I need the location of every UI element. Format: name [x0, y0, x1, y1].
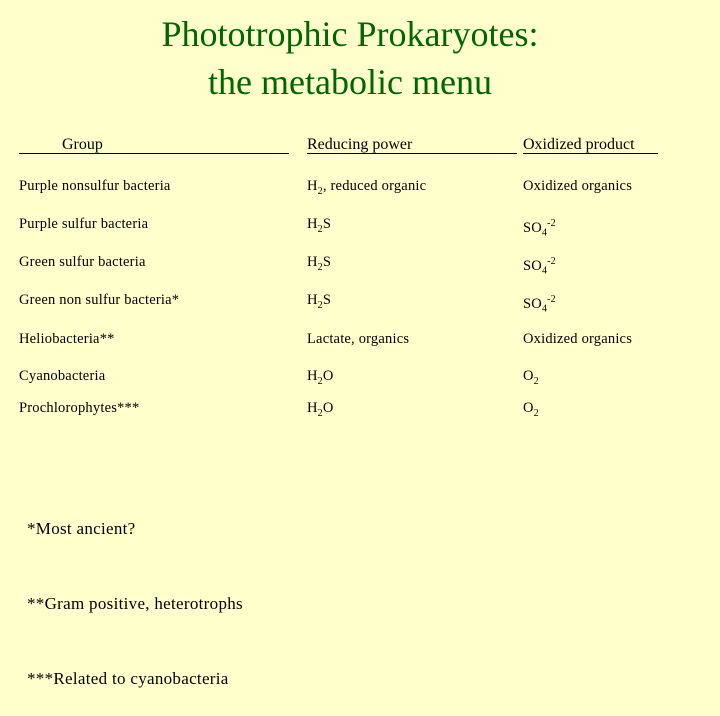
reducing-power-column-header: Reducing power [307, 136, 413, 153]
table-cell-group: Green sulfur bacteria [19, 254, 146, 270]
oxidized-product-column-header: Oxidized product [523, 136, 635, 153]
page-title [0, 10, 700, 106]
table-cell-reducing-power: $H_2S$ [307, 216, 332, 235]
table-cell-group: Purple nonsulfur bacteria [19, 178, 171, 194]
table-cell-oxidized-product: Oxidized organics [523, 178, 633, 194]
title-line-2: the metabolic menu [208, 62, 492, 102]
table-cell-reducing-power: $H_2O$ [307, 368, 334, 387]
group-column-header: Group [62, 136, 103, 153]
table-cell-group: Cyanobacteria [19, 368, 106, 384]
table-cell-oxidized-product: $O_2$ [523, 368, 539, 387]
footnote-3: ***Related to cyanobacteria [27, 669, 229, 688]
table-cell-oxidized-product: $O_2$ [523, 400, 539, 419]
table-cell-group: Prochlorophytes*** [19, 400, 140, 416]
table-cell-oxidized-product: $SO_4^{-2}$ [523, 218, 556, 239]
footnote-1: *Most ancient? [27, 519, 136, 538]
table-cell-group: Heliobacteria** [19, 331, 115, 347]
table-cell-group: Green non sulfur bacteria* [19, 292, 180, 308]
table-cell-reducing-power: $H_2S$ [307, 254, 332, 273]
table-cell-oxidized-product: $SO_4^{-2}$ [523, 256, 556, 277]
title-line-1: Phototrophic Prokaryotes: [161, 14, 539, 54]
table-cell-reducing-power: $H_2$, reduced organic [307, 178, 427, 197]
table-cell-group: Purple sulfur bacteria [19, 216, 149, 232]
group-header-underline [19, 153, 289, 154]
table-cell-reducing-power: $H_2S$ [307, 292, 332, 311]
table-cell-reducing-power: $H_2O$ [307, 400, 334, 419]
footnotes [27, 466, 243, 716]
footnote-2: **Gram positive, heterotrophs [27, 594, 243, 613]
table-cell-reducing-power: Lactate, organics [307, 331, 410, 347]
table-cell-oxidized-product: $SO_4^{-2}$ [523, 294, 556, 315]
table-cell-oxidized-product: Oxidized organics [523, 331, 633, 347]
